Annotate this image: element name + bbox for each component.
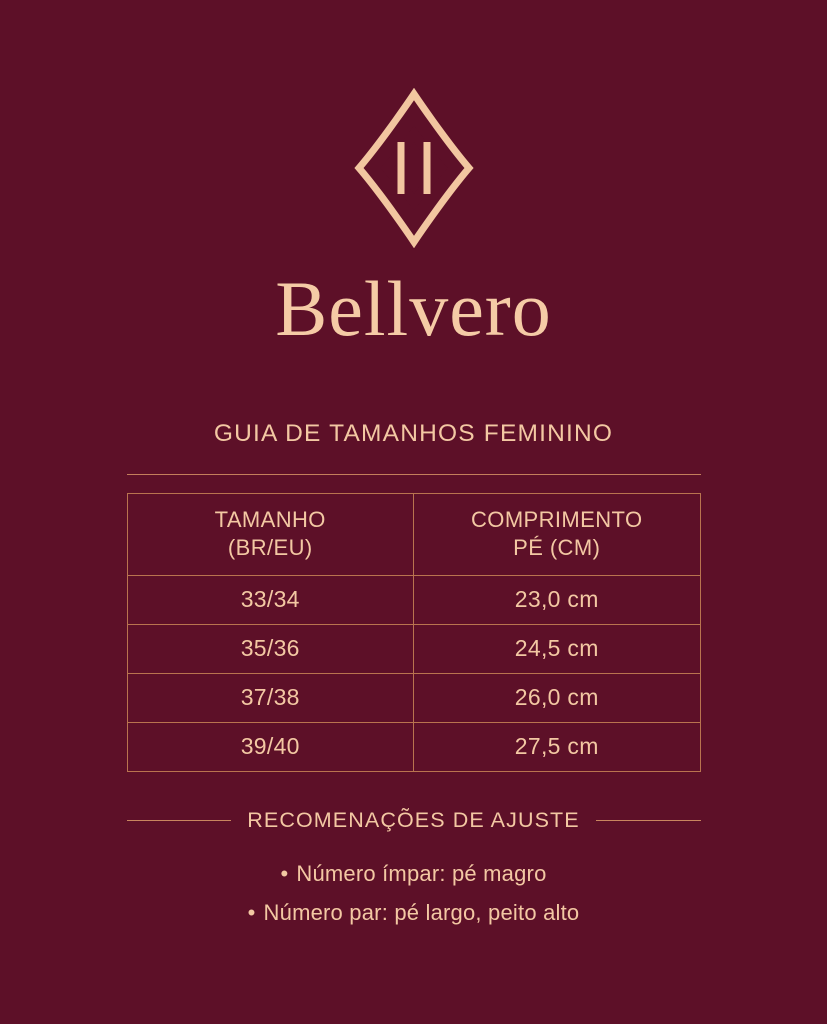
list-item-label: Número ímpar: pé magro bbox=[296, 861, 547, 886]
title-divider bbox=[127, 474, 701, 475]
list-item-label: Número par: pé largo, peito alto bbox=[263, 899, 580, 925]
recommendations-heading bbox=[127, 808, 701, 833]
table-header-row bbox=[127, 494, 700, 576]
diamond-outline-icon bbox=[349, 88, 479, 248]
size-table bbox=[127, 493, 701, 772]
table-row bbox=[127, 576, 700, 625]
table-row bbox=[127, 723, 700, 772]
cell-length: 23,0 cm bbox=[414, 576, 701, 625]
table-row bbox=[127, 674, 700, 723]
cell-size: 39/40 bbox=[127, 723, 414, 772]
cell-length: 26,0 cm bbox=[414, 674, 701, 723]
heading-rule-left bbox=[127, 820, 232, 821]
cell-length: 24,5 cm bbox=[414, 625, 701, 674]
list-item bbox=[127, 855, 701, 894]
brand-wordmark: Bellvero bbox=[275, 265, 552, 352]
bullet-icon: • bbox=[247, 899, 256, 925]
column-header-length bbox=[414, 494, 701, 576]
recommendations-list bbox=[127, 855, 701, 932]
column-header-size-line1: TAMANHO bbox=[214, 507, 326, 532]
table-row bbox=[127, 625, 700, 674]
cell-length: 27,5 cm bbox=[414, 723, 701, 772]
recommendations-title: RECOMENAÇÕES DE AJUSTE bbox=[247, 808, 580, 832]
column-header-size bbox=[127, 494, 414, 576]
cell-size: 37/38 bbox=[127, 674, 414, 723]
heading-rule-right bbox=[596, 820, 701, 821]
list-item bbox=[127, 894, 701, 933]
bullet-icon: • bbox=[280, 861, 289, 886]
column-header-length-line2: PÉ (CM) bbox=[513, 534, 601, 560]
column-header-size-line2: (BR/EU) bbox=[227, 534, 313, 560]
page-title: GUIA DE TAMANHOS FEMININO bbox=[213, 420, 614, 447]
cell-size: 33/34 bbox=[127, 576, 414, 625]
cell-size: 35/36 bbox=[127, 625, 414, 674]
column-header-length-line1: COMPRIMENTO bbox=[471, 507, 643, 532]
